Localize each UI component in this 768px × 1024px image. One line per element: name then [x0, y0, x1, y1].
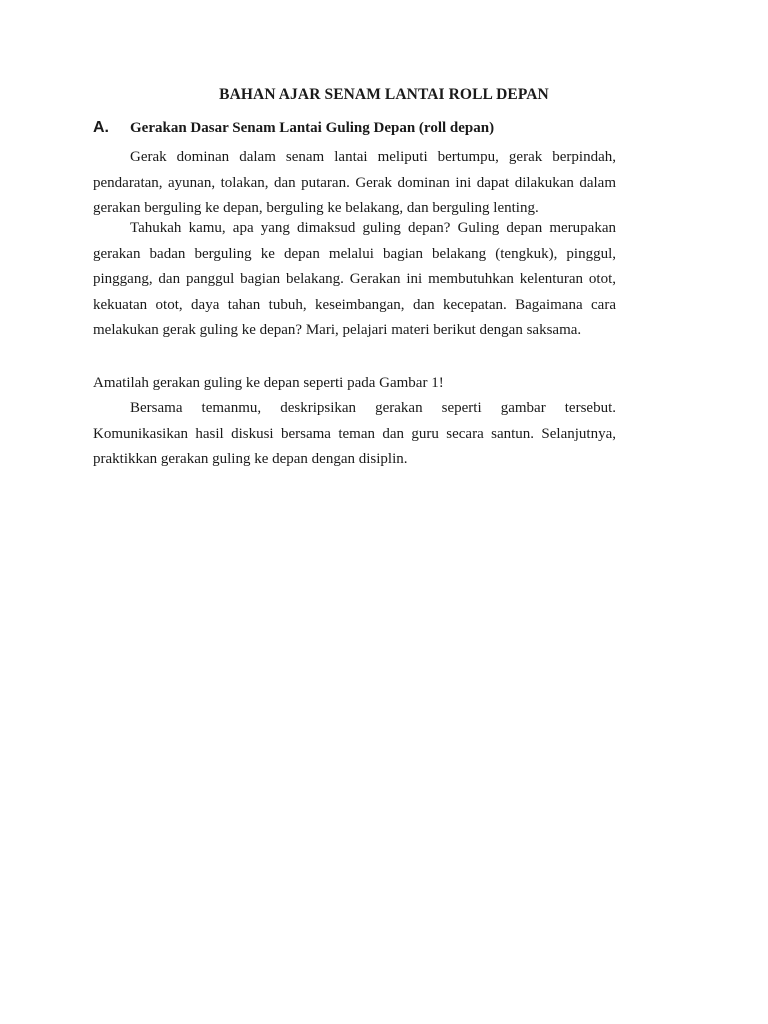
section-heading	[93, 119, 623, 137]
document-title: BAHAN AJAR SENAM LANTAI ROLL DEPAN	[219, 86, 549, 103]
paragraph-amatilah: Amatilah gerakan guling ke depan seperti pada Gambar 1!	[93, 375, 444, 391]
paragraph-bersama-temanmu: Bersama temanmu, deskripsikan gerakan seperti gambar tersebut. Komunikasikan hasil diskusi bersama teman dan guru secara santun. Selanjutnya, praktikkan gerakan guling ke depan dengan disiplin.	[93, 400, 616, 468]
section-letter: A.	[93, 119, 109, 136]
paragraph-guling-depan-definition: Tahukah kamu, apa yang dimaksud guling depan? Guling depan merupakan gerakan badan berguling ke depan melalui bagian belakang (tengkuk), pinggul, pinggang, dan panggul bagian belakang. Gerakan ini membutuhkan kelenturan otot, kekuatan otot, daya tahan tubuh, keseimbangan, dan kecepatan. Bagaimana cara melakukan gerak guling ke depan? Mari, pelajari materi berikut dengan saksama.	[93, 220, 616, 339]
paragraph-gerak-dominan: Gerak dominan dalam senam lantai meliputi bertumpu, gerak berpindah, pendaratan, ayunan, tolakan, dan putaran. Gerak dominan ini dapat dilakukan dalam gerakan berguling ke depan, berguling ke belakang, dan berguling lenting.	[93, 149, 616, 217]
section-heading-text: Gerakan Dasar Senam Lantai Guling Depan (roll depan)	[130, 120, 495, 136]
